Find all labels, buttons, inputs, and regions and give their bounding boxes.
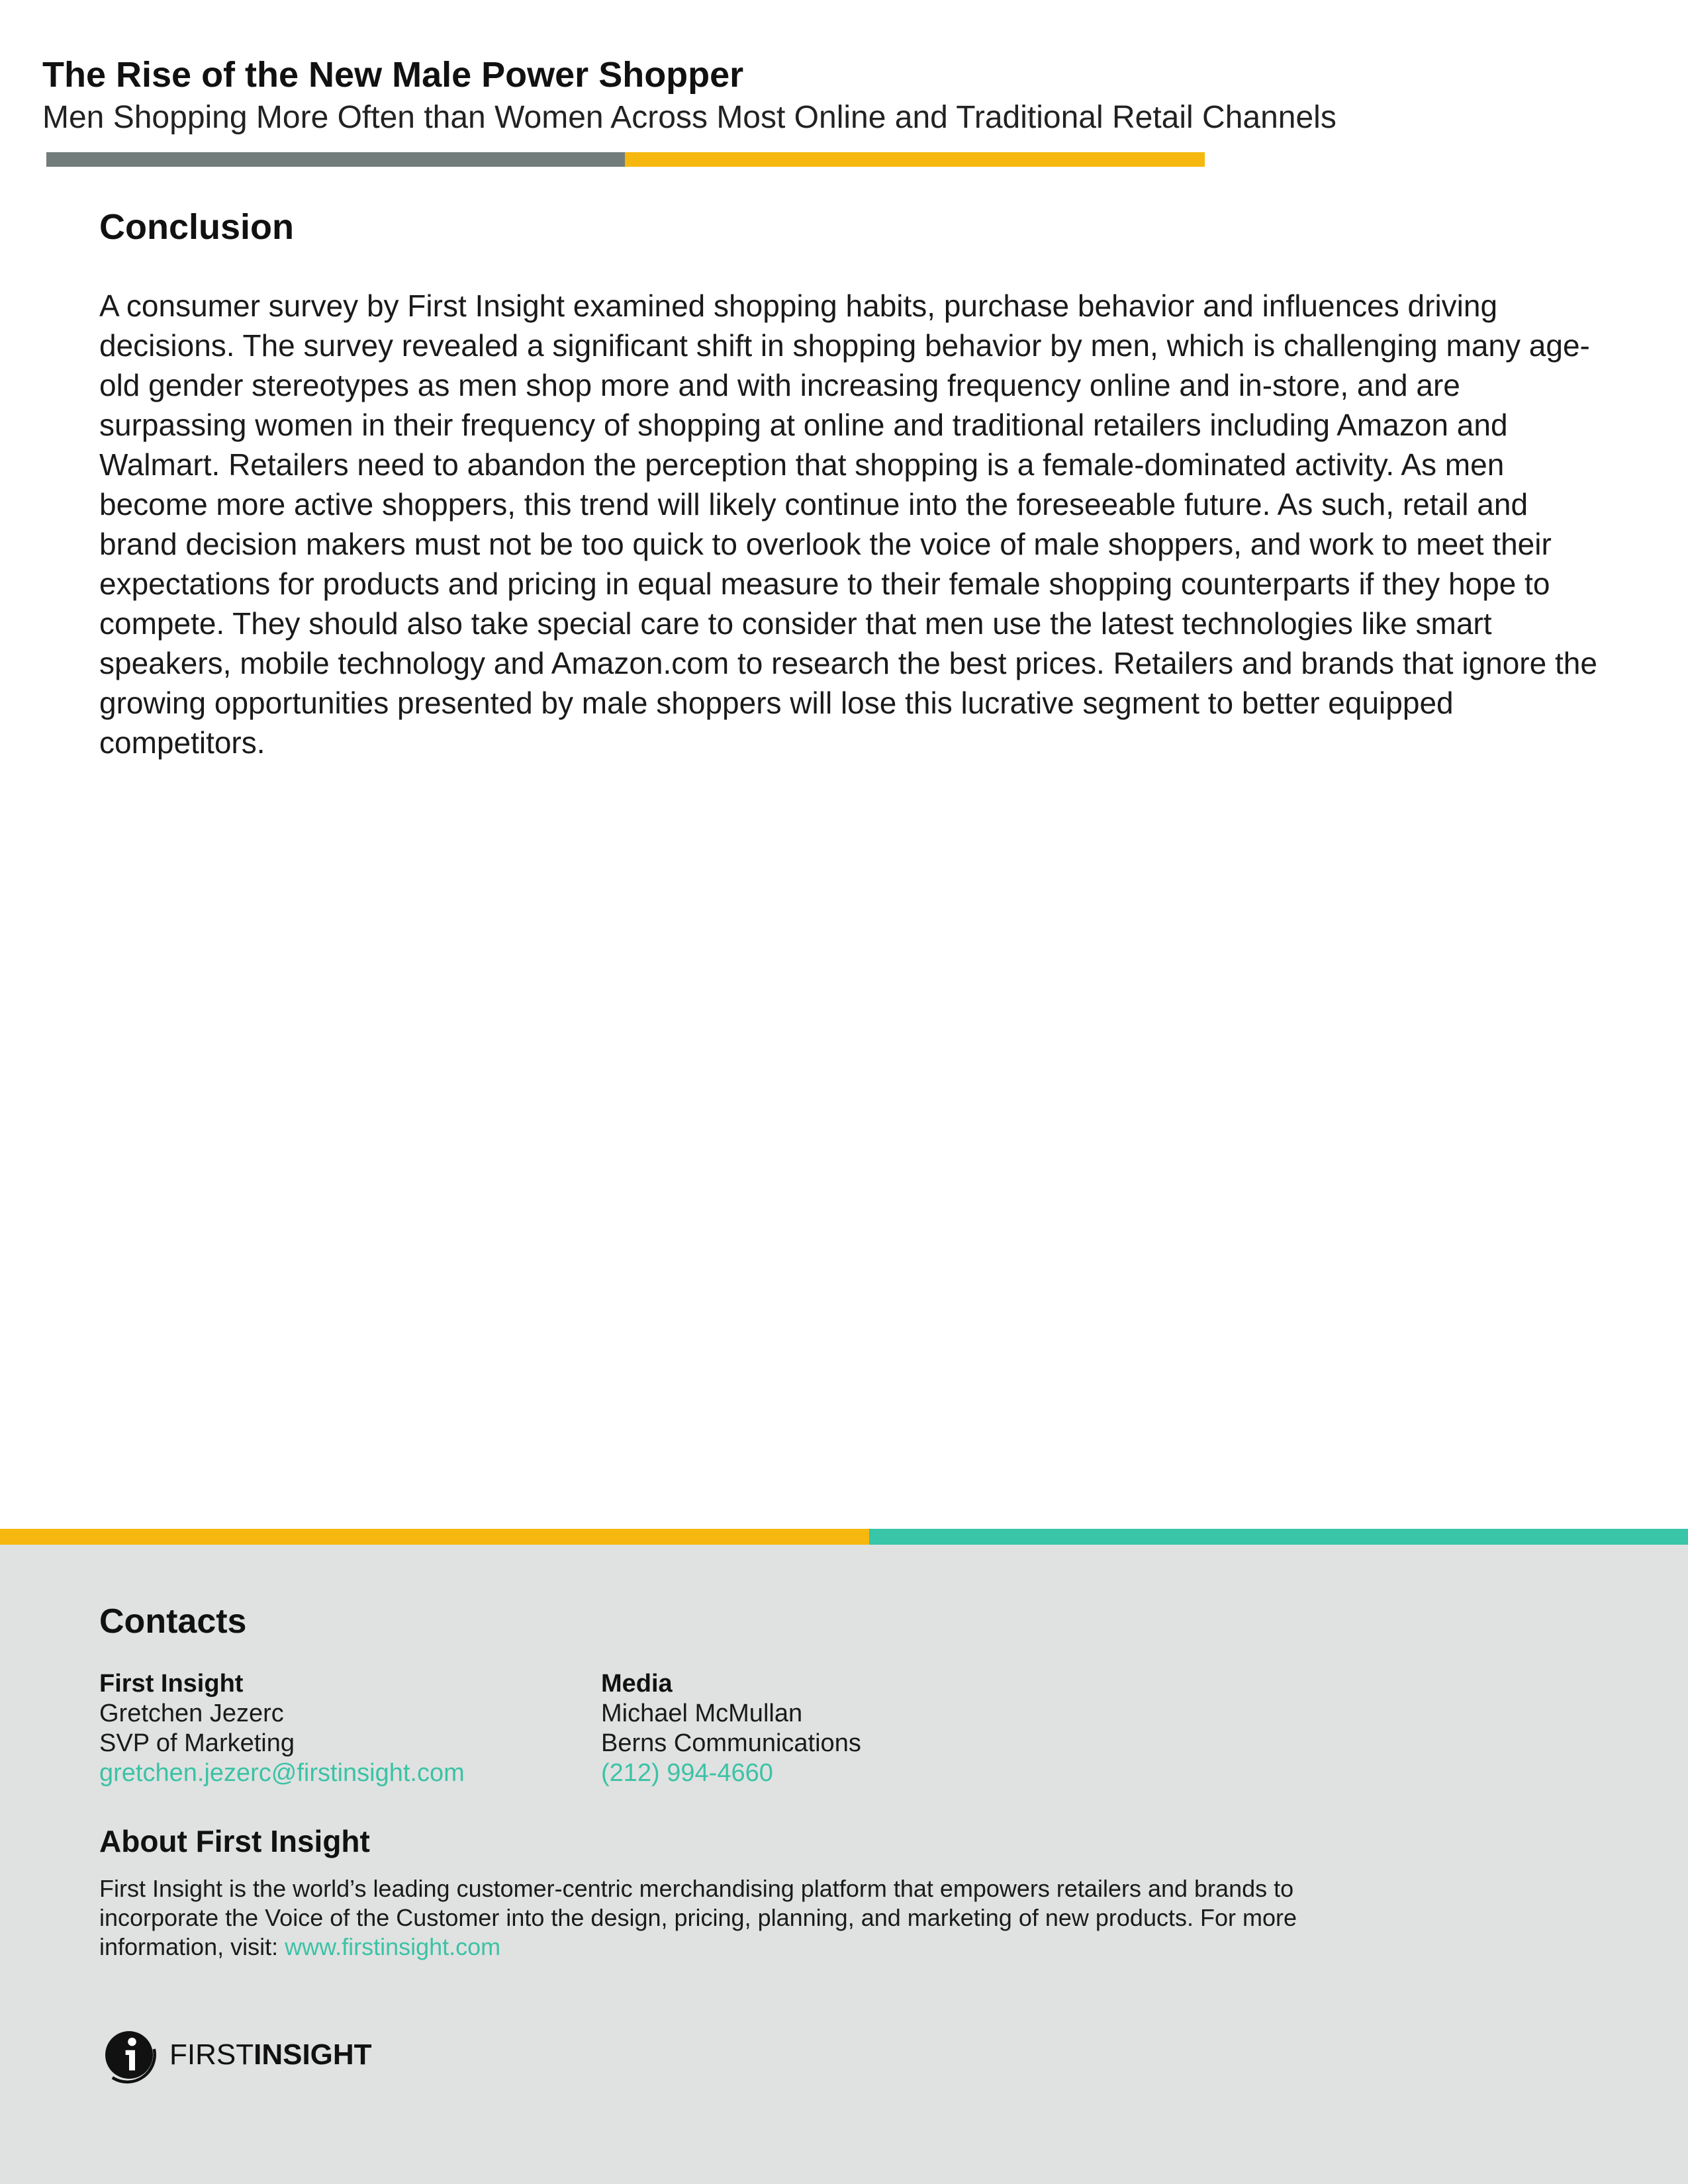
about-heading: About First Insight xyxy=(99,1824,370,1858)
first-insight-logo xyxy=(99,2022,372,2088)
contact-email-link[interactable]: gretchen.jezerc@firstinsight.com xyxy=(99,1759,465,1787)
contact-first-insight-role: SVP of Marketing xyxy=(99,1729,295,1757)
about-description: First Insight is the world’s leading customer-centric merchandising platform that empowers retailers and brands to incorporate the Voice of the Customer into the design, pricing, planning, and marketing of new products. For more information, visit: xyxy=(99,1875,1297,1960)
footer-divider-bar xyxy=(0,1529,1688,1545)
website-link[interactable]: www.firstinsight.com xyxy=(285,1933,501,1960)
contact-first-insight-label: First Insight xyxy=(99,1670,244,1698)
conclusion-heading: Conclusion xyxy=(99,207,294,247)
footer xyxy=(0,1529,1688,2184)
logo-wordmark-insight: INSIGHT xyxy=(254,2038,372,2071)
document-subtitle: Men Shopping More Often than Women Across Most Online and Traditional Retail Channels xyxy=(42,100,1336,135)
contact-first-insight xyxy=(99,1669,465,1788)
footer-background xyxy=(0,1545,1688,2184)
document-title: The Rise of the New Male Power Shopper xyxy=(42,55,744,95)
conclusion-body: A consumer survey by First Insight examined shopping habits, purchase behavior and influences driving decisions. The survey revealed a significant shift in shopping behavior by men, which is challenging many age-old gender stereotypes as men shop more and with increasing frequency online and in-store, and are surpassing women in their frequency of shopping at online and traditional retailers including Amazon and Walmart. Retailers need to abandon the perception that shopping is a female-dominated activity. As men become more active shoppers, this trend will likely continue into the foreseeable future. As such, retail and brand decision makers must not be too quick to overlook the voice of male shoppers, and work to meet their expectations for products and pricing in equal measure to their female shopping counterparts if they hope to compete. They should also take special care to consider that men use the latest technologies like smart speakers, mobile technology and Amazon.com to research the best prices. Retailers and brands that ignore the growing opportunities presented by male shoppers will lose this lucrative segment to better equipped competitors. xyxy=(99,289,1597,760)
header-divider-gold-segment xyxy=(625,152,1205,167)
header-divider-bar xyxy=(46,152,1205,167)
contact-media-name: Michael McMullan xyxy=(601,1700,803,1727)
footer-divider-gold-segment xyxy=(0,1529,869,1545)
contacts-heading: Contacts xyxy=(99,1602,247,1641)
contact-phone-link[interactable]: (212) 994-4660 xyxy=(601,1759,773,1787)
logo-wordmark-first: FIRST xyxy=(169,2038,254,2071)
first-insight-logo-icon xyxy=(99,2025,159,2085)
logo-wordmark xyxy=(169,2038,372,2071)
contact-media xyxy=(601,1669,861,1788)
footer-divider-teal-segment xyxy=(869,1529,1688,1545)
header-divider-grey-segment xyxy=(46,152,625,167)
contact-media-company: Berns Communications xyxy=(601,1729,861,1757)
about-text xyxy=(99,1874,1331,1962)
contact-media-label: Media xyxy=(601,1670,673,1698)
contact-first-insight-name: Gretchen Jezerc xyxy=(99,1700,284,1727)
